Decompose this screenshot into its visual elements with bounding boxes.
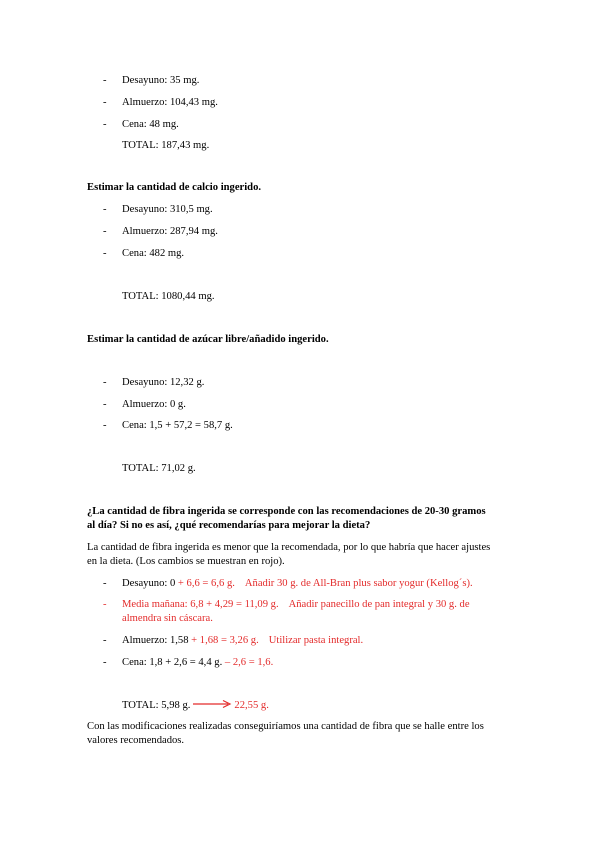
list-dash: - bbox=[103, 420, 107, 431]
list-item-almuerzo bbox=[0, 634, 600, 648]
list-dash: - bbox=[103, 635, 107, 646]
total-row-fibra bbox=[0, 699, 600, 713]
list-item-text: Cena: 482 mg. bbox=[122, 248, 185, 259]
list-item bbox=[0, 225, 600, 239]
list-item-text: Almuerzo: 0 g. bbox=[122, 399, 186, 410]
list-dash: - bbox=[103, 578, 107, 589]
change-value: Media mañana: 6,8 + 4,29 = 11,09 g. bbox=[122, 599, 279, 610]
list-item bbox=[0, 74, 600, 88]
paragraph-line: valores recomendados. bbox=[87, 735, 185, 746]
list-item bbox=[0, 398, 600, 412]
list-item-text: Desayuno: 35 mg. bbox=[122, 75, 200, 86]
list-item bbox=[0, 118, 600, 132]
total-new: 22,55 g. bbox=[234, 700, 269, 711]
change-value: + 6,6 = 6,6 g. bbox=[175, 578, 235, 589]
section-heading-azucar: Estimar la cantidad de azúcar libre/añadido ingerido. bbox=[87, 334, 329, 345]
change-note: Añadir 30 g. de All-Bran plus sabor yogur (Kellog´s). bbox=[244, 578, 473, 589]
change-line: almendra sin cáscara. bbox=[122, 613, 213, 624]
total-text: TOTAL: 1080,44 mg. bbox=[122, 291, 215, 302]
right-arrow-icon bbox=[192, 699, 232, 709]
list-dash: - bbox=[103, 599, 107, 610]
list-item-text bbox=[122, 634, 363, 648]
paragraph-line: La cantidad de fibra ingerida es menor que la recomendada, por lo que habría que hacer ajustes bbox=[87, 542, 491, 553]
list-item-media-manana bbox=[0, 598, 600, 626]
list-item bbox=[0, 203, 600, 217]
total-row bbox=[0, 290, 600, 304]
conclusion-paragraph bbox=[87, 720, 517, 748]
list-dash: - bbox=[103, 204, 107, 215]
total-row bbox=[0, 462, 600, 476]
list-item-text: Desayuno: 310,5 mg. bbox=[122, 204, 213, 215]
intro-paragraph bbox=[87, 541, 517, 569]
list-dash: - bbox=[103, 119, 107, 130]
change-note: Utilizar pasta integral. bbox=[268, 635, 364, 646]
section-heading-calcio: Estimar la cantidad de calcio ingerido. bbox=[87, 182, 262, 193]
list-dash: - bbox=[103, 377, 107, 388]
heading-line: ¿La cantidad de fibra ingerida se corresponde con las recomendaciones de 20-30 gramos bbox=[87, 506, 486, 517]
list-item-desayuno bbox=[0, 577, 600, 591]
list-item-text: Almuerzo: 287,94 mg. bbox=[122, 226, 218, 237]
list-dash: - bbox=[103, 226, 107, 237]
change-line bbox=[122, 598, 470, 612]
change-value: – 2,6 = 1,6. bbox=[222, 657, 274, 668]
total-text bbox=[122, 699, 269, 713]
base-value: Cena: 1,8 + 2,6 = 4,4 g. bbox=[122, 657, 223, 668]
section-heading-fibra bbox=[87, 505, 486, 533]
list-dash: - bbox=[103, 75, 107, 86]
list-item-text: Almuerzo: 104,43 mg. bbox=[122, 97, 218, 108]
list-dash: - bbox=[103, 97, 107, 108]
list-item-text: Cena: 48 mg. bbox=[122, 119, 179, 130]
list-dash: - bbox=[103, 248, 107, 259]
base-value: Almuerzo: 1,58 bbox=[122, 635, 189, 646]
total-row bbox=[0, 139, 600, 153]
list-item bbox=[0, 247, 600, 261]
list-item bbox=[0, 376, 600, 390]
list-item-cena bbox=[0, 656, 600, 670]
list-item-text bbox=[122, 598, 470, 626]
paragraph-line: Con las modificaciones realizadas conseguiríamos una cantidad de fibra que se halle entre los bbox=[87, 721, 484, 732]
list-dash: - bbox=[103, 657, 107, 668]
change-note: Añadir panecillo de pan integral y 30 g. de bbox=[288, 599, 470, 610]
heading-line: al día? Si no es así, ¿qué recomendarías para mejorar la dieta? bbox=[87, 520, 371, 531]
list-item-text bbox=[122, 656, 273, 670]
total-text: TOTAL: 187,43 mg. bbox=[122, 140, 210, 151]
list-item bbox=[0, 96, 600, 110]
total-text: TOTAL: 71,02 g. bbox=[122, 463, 196, 474]
paragraph-line: en la dieta. (Los cambios se muestran en rojo). bbox=[87, 556, 285, 567]
list-item-text: Cena: 1,5 + 57,2 = 58,7 g. bbox=[122, 420, 233, 431]
base-value: Desayuno: 0 bbox=[122, 578, 176, 589]
list-item-text bbox=[122, 577, 473, 591]
list-dash: - bbox=[103, 399, 107, 410]
list-item-text: Desayuno: 12,32 g. bbox=[122, 377, 205, 388]
total-old: TOTAL: 5,98 g. bbox=[122, 700, 191, 711]
list-item bbox=[0, 419, 600, 433]
change-value: + 1,68 = 3,26 g. bbox=[188, 635, 259, 646]
